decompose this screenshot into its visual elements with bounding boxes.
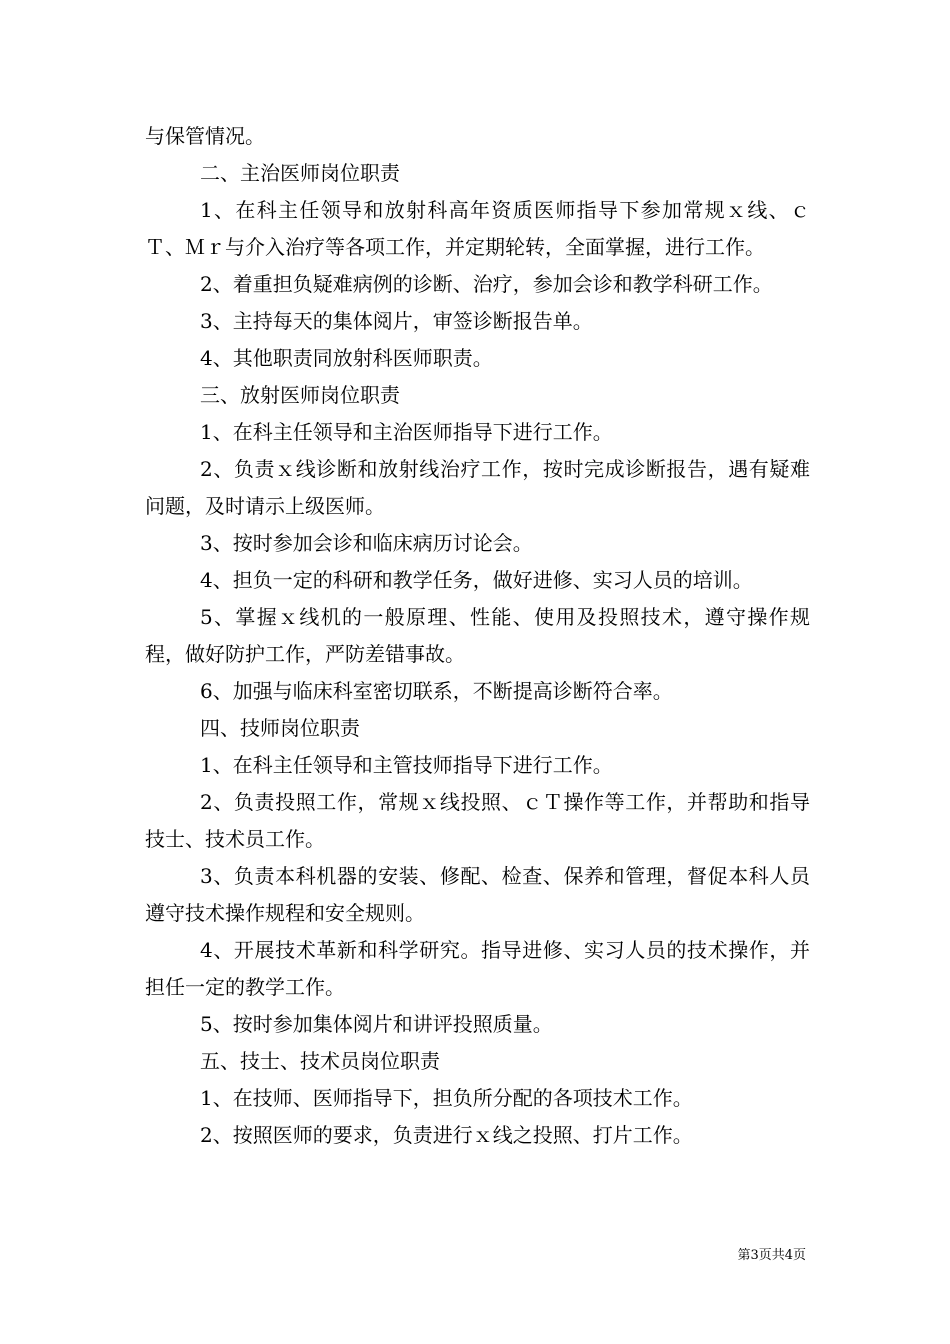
paragraph: 3、按时参加会诊和临床病历讨论会。	[200, 531, 533, 555]
paragraph: 2、负责ｘ线诊断和放射线治疗工作，按时完成诊断报告，遇有疑难问题，及时请示上级医师。	[145, 457, 810, 518]
paragraph: 3、主持每天的集体阅片，审签诊断报告单。	[200, 309, 593, 333]
paragraph: 1、在科主任领导和主管技师指导下进行工作。	[200, 753, 613, 777]
document-body	[145, 118, 810, 1154]
section-heading: 二、主治医师岗位职责	[200, 161, 400, 185]
paragraph: 2、着重担负疑难病例的诊断、治疗，参加会诊和教学科研工作。	[200, 272, 773, 296]
paragraph: 1、在技师、医师指导下，担负所分配的各项技术工作。	[200, 1086, 693, 1110]
paragraph: 4、其他职责同放射科医师职责。	[200, 346, 493, 370]
paragraph: 5、按时参加集体阅片和讲评投照质量。	[200, 1012, 553, 1036]
paragraph: 5、掌握ｘ线机的一般原理、性能、使用及投照技术，遵守操作规程，做好防护工作，严防差错事故。	[145, 605, 810, 666]
page-number-footer: 第3页共4页	[737, 1248, 806, 1263]
paragraph: 1、在科主任领导和放射科高年资质医师指导下参加常规ｘ线、ｃＴ、Ｍｒ与介入治疗等各项工作，并定期轮转，全面掌握，进行工作。	[145, 198, 810, 259]
paragraph: 4、开展技术革新和科学研究。指导进修、实习人员的技术操作，并担任一定的教学工作。	[145, 938, 810, 999]
section-heading: 三、放射医师岗位职责	[200, 383, 400, 407]
section-heading: 五、技士、技术员岗位职责	[200, 1049, 440, 1073]
section-heading: 四、技师岗位职责	[200, 716, 360, 740]
paragraph: 3、负责本科机器的安装、修配、检查、保养和管理，督促本科人员遵守技术操作规程和安全规则。	[145, 864, 810, 925]
paragraph: 与保管情况。	[145, 124, 265, 148]
paragraph: 2、负责投照工作，常规ｘ线投照、ｃＴ操作等工作，并帮助和指导技士、技术员工作。	[145, 790, 810, 851]
paragraph: 4、担负一定的科研和教学任务，做好进修、实习人员的培训。	[200, 568, 753, 592]
paragraph: 1、在科主任领导和主治医师指导下进行工作。	[200, 420, 613, 444]
paragraph: 6、加强与临床科室密切联系，不断提高诊断符合率。	[200, 679, 673, 703]
paragraph: 2、按照医师的要求，负责进行ｘ线之投照、打片工作。	[200, 1123, 693, 1147]
